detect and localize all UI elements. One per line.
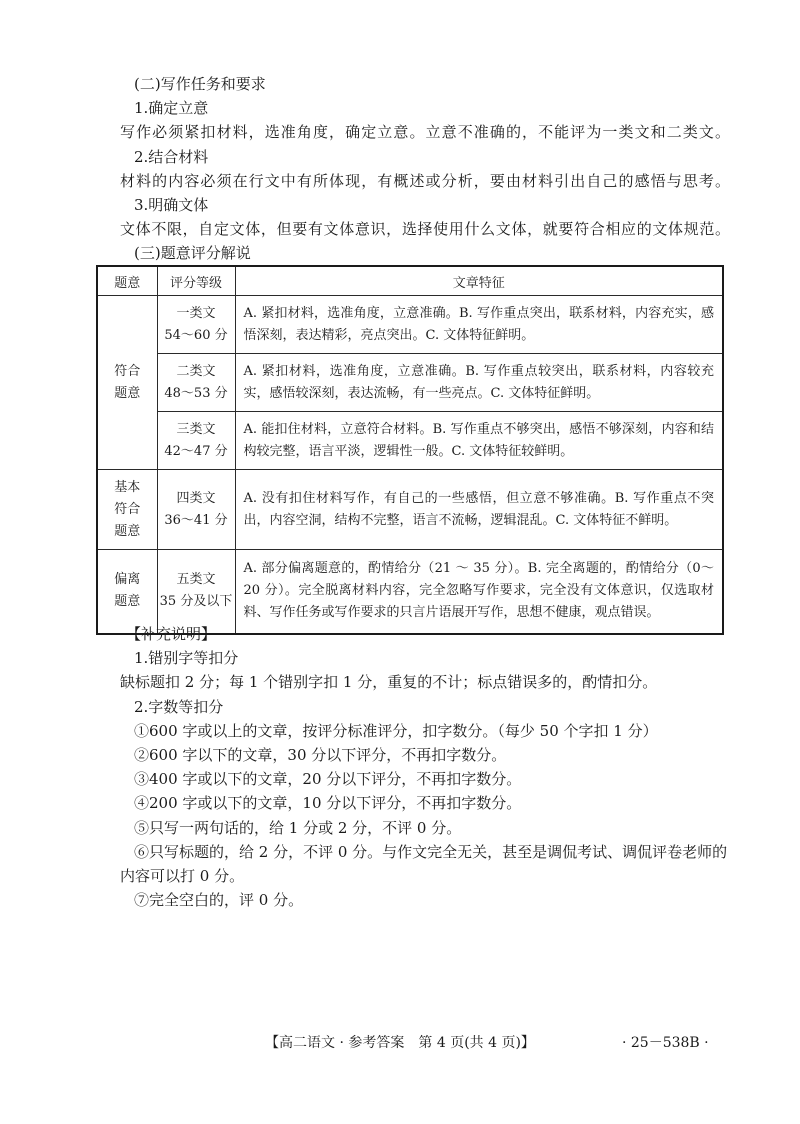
item3-title: 3.明确文体 xyxy=(134,195,209,214)
group-label-fit: 符合 题意 xyxy=(97,296,157,470)
sub1-title: 1.错别字等扣分 xyxy=(134,649,239,668)
list-item: ②600 字以下的文章，30 分以下评分，不再扣字数分。 xyxy=(134,745,507,764)
item2-text: 材料的内容必须在行文中有所体现，有概述或分析，要由材料引出自己的感悟与思考。 xyxy=(120,171,730,190)
table-row xyxy=(97,470,723,550)
sub1-text: 缺标题扣 2 分；每 1 个错别字扣 1 分，重复的不计；标点错误多的，酌情扣分。 xyxy=(120,673,658,692)
feature-cell: A. 能扣住材料，立意符合材料。B. 写作重点不够突出，感悟不够深刻，内容和结构较完整，语言平淡，逻辑性一般。C. 文体特征较鲜明。 xyxy=(235,412,723,470)
point7: ⑦完全空白的，评 0 分。 xyxy=(134,891,304,910)
table-row xyxy=(97,354,723,412)
footer-code: · 25－538B · xyxy=(622,1035,709,1051)
feature-cell: A. 紧扣材料，选准角度，立意准确。B. 写作重点较突出，联系材料，内容较充实，感悟较深刻，表达流畅，有一些亮点。C. 文体特征鲜明。 xyxy=(235,354,723,412)
header-features: 文章特征 xyxy=(235,266,723,296)
list-item: ③400 字或以下的文章，20 分以下评分，不再扣字数分。 xyxy=(134,770,522,789)
item1-title: 1.确定立意 xyxy=(134,99,209,118)
feature-cell: A. 紧扣材料，选准角度，立意准确。B. 写作重点突出，联系材料，内容充实，感悟深刻，表达精彩，亮点突出。C. 文体特征鲜明。 xyxy=(235,296,723,354)
table-row xyxy=(97,296,723,354)
writing-requirements xyxy=(120,72,730,266)
table-header-row xyxy=(97,266,723,296)
point6-line2: 内容可以打 0 分。 xyxy=(120,866,245,885)
page-footer xyxy=(0,1032,800,1054)
point6-line1: ⑥只写标题的，给 2 分，不评 0 分。与作文完全无关，甚至是调侃考试、调侃评卷老师的 xyxy=(134,842,728,861)
item2-title: 2.结合材料 xyxy=(134,147,209,166)
list-item: ①600 字或以上的文章，按评分标准评分，扣字数分。（每少 50 个字扣 1 分） xyxy=(134,721,658,740)
footer-page-info: 【高二语文 · 参考答案 第 4 页(共 4 页)】 xyxy=(265,1035,535,1051)
item1-text: 写作必须紧扣材料，选准角度，确定立意。立意不准确的，不能评为一类文和二类文。 xyxy=(120,123,730,142)
grade-cell: 二类文 48～53 分 xyxy=(157,354,235,412)
list-item: ⑤只写一两句话的，给 1 分或 2 分，不评 0 分。 xyxy=(134,818,462,837)
group-label-deviate: 偏离 题意 xyxy=(97,550,157,634)
grade-cell: 五类文 35 分及以下 xyxy=(157,550,235,634)
table-row xyxy=(97,412,723,470)
table-row xyxy=(97,550,723,634)
supplement-heading: 【补充说明】 xyxy=(126,625,217,643)
section2-heading: (二)写作任务和要求 xyxy=(134,75,266,93)
section3-heading: (三)题意评分解说 xyxy=(134,244,251,263)
group-label-basic-fit: 基本 符合 题意 xyxy=(97,470,157,550)
feature-cell: A. 部分偏离题意的，酌情给分（21 ～ 35 分）。B. 完全离题的，酌情给分（0～20 分）。完全脱离材料内容，完全忽略写作要求，完全没有文体意识，仅选取材料、写作任务或写作要求的只言片语展开写作，思想不健康，观点错误。 xyxy=(235,550,723,634)
supplement-notes xyxy=(120,622,730,912)
header-topic: 题意 xyxy=(97,266,157,296)
item3-text: 文体不限，自定文体，但要有文体意识，选择使用什么文体，就要符合相应的文体规范。 xyxy=(120,220,730,239)
grade-cell: 三类文 42～47 分 xyxy=(157,412,235,470)
scoring-table xyxy=(96,265,724,635)
sub2-title: 2.字数等扣分 xyxy=(134,697,224,716)
feature-cell: A. 没有扣住材料写作，有自己的一些感悟，但立意不够准确。B. 写作重点不突出，内容空洞，结构不完整，语言不流畅，逻辑混乱。C. 文体特征不鲜明。 xyxy=(235,470,723,550)
header-grade: 评分等级 xyxy=(157,266,235,296)
grade-cell: 四类文 36～41 分 xyxy=(157,470,235,550)
grade-cell: 一类文 54～60 分 xyxy=(157,296,235,354)
list-item: ④200 字或以下的文章，10 分以下评分，不再扣字数分。 xyxy=(134,794,522,813)
